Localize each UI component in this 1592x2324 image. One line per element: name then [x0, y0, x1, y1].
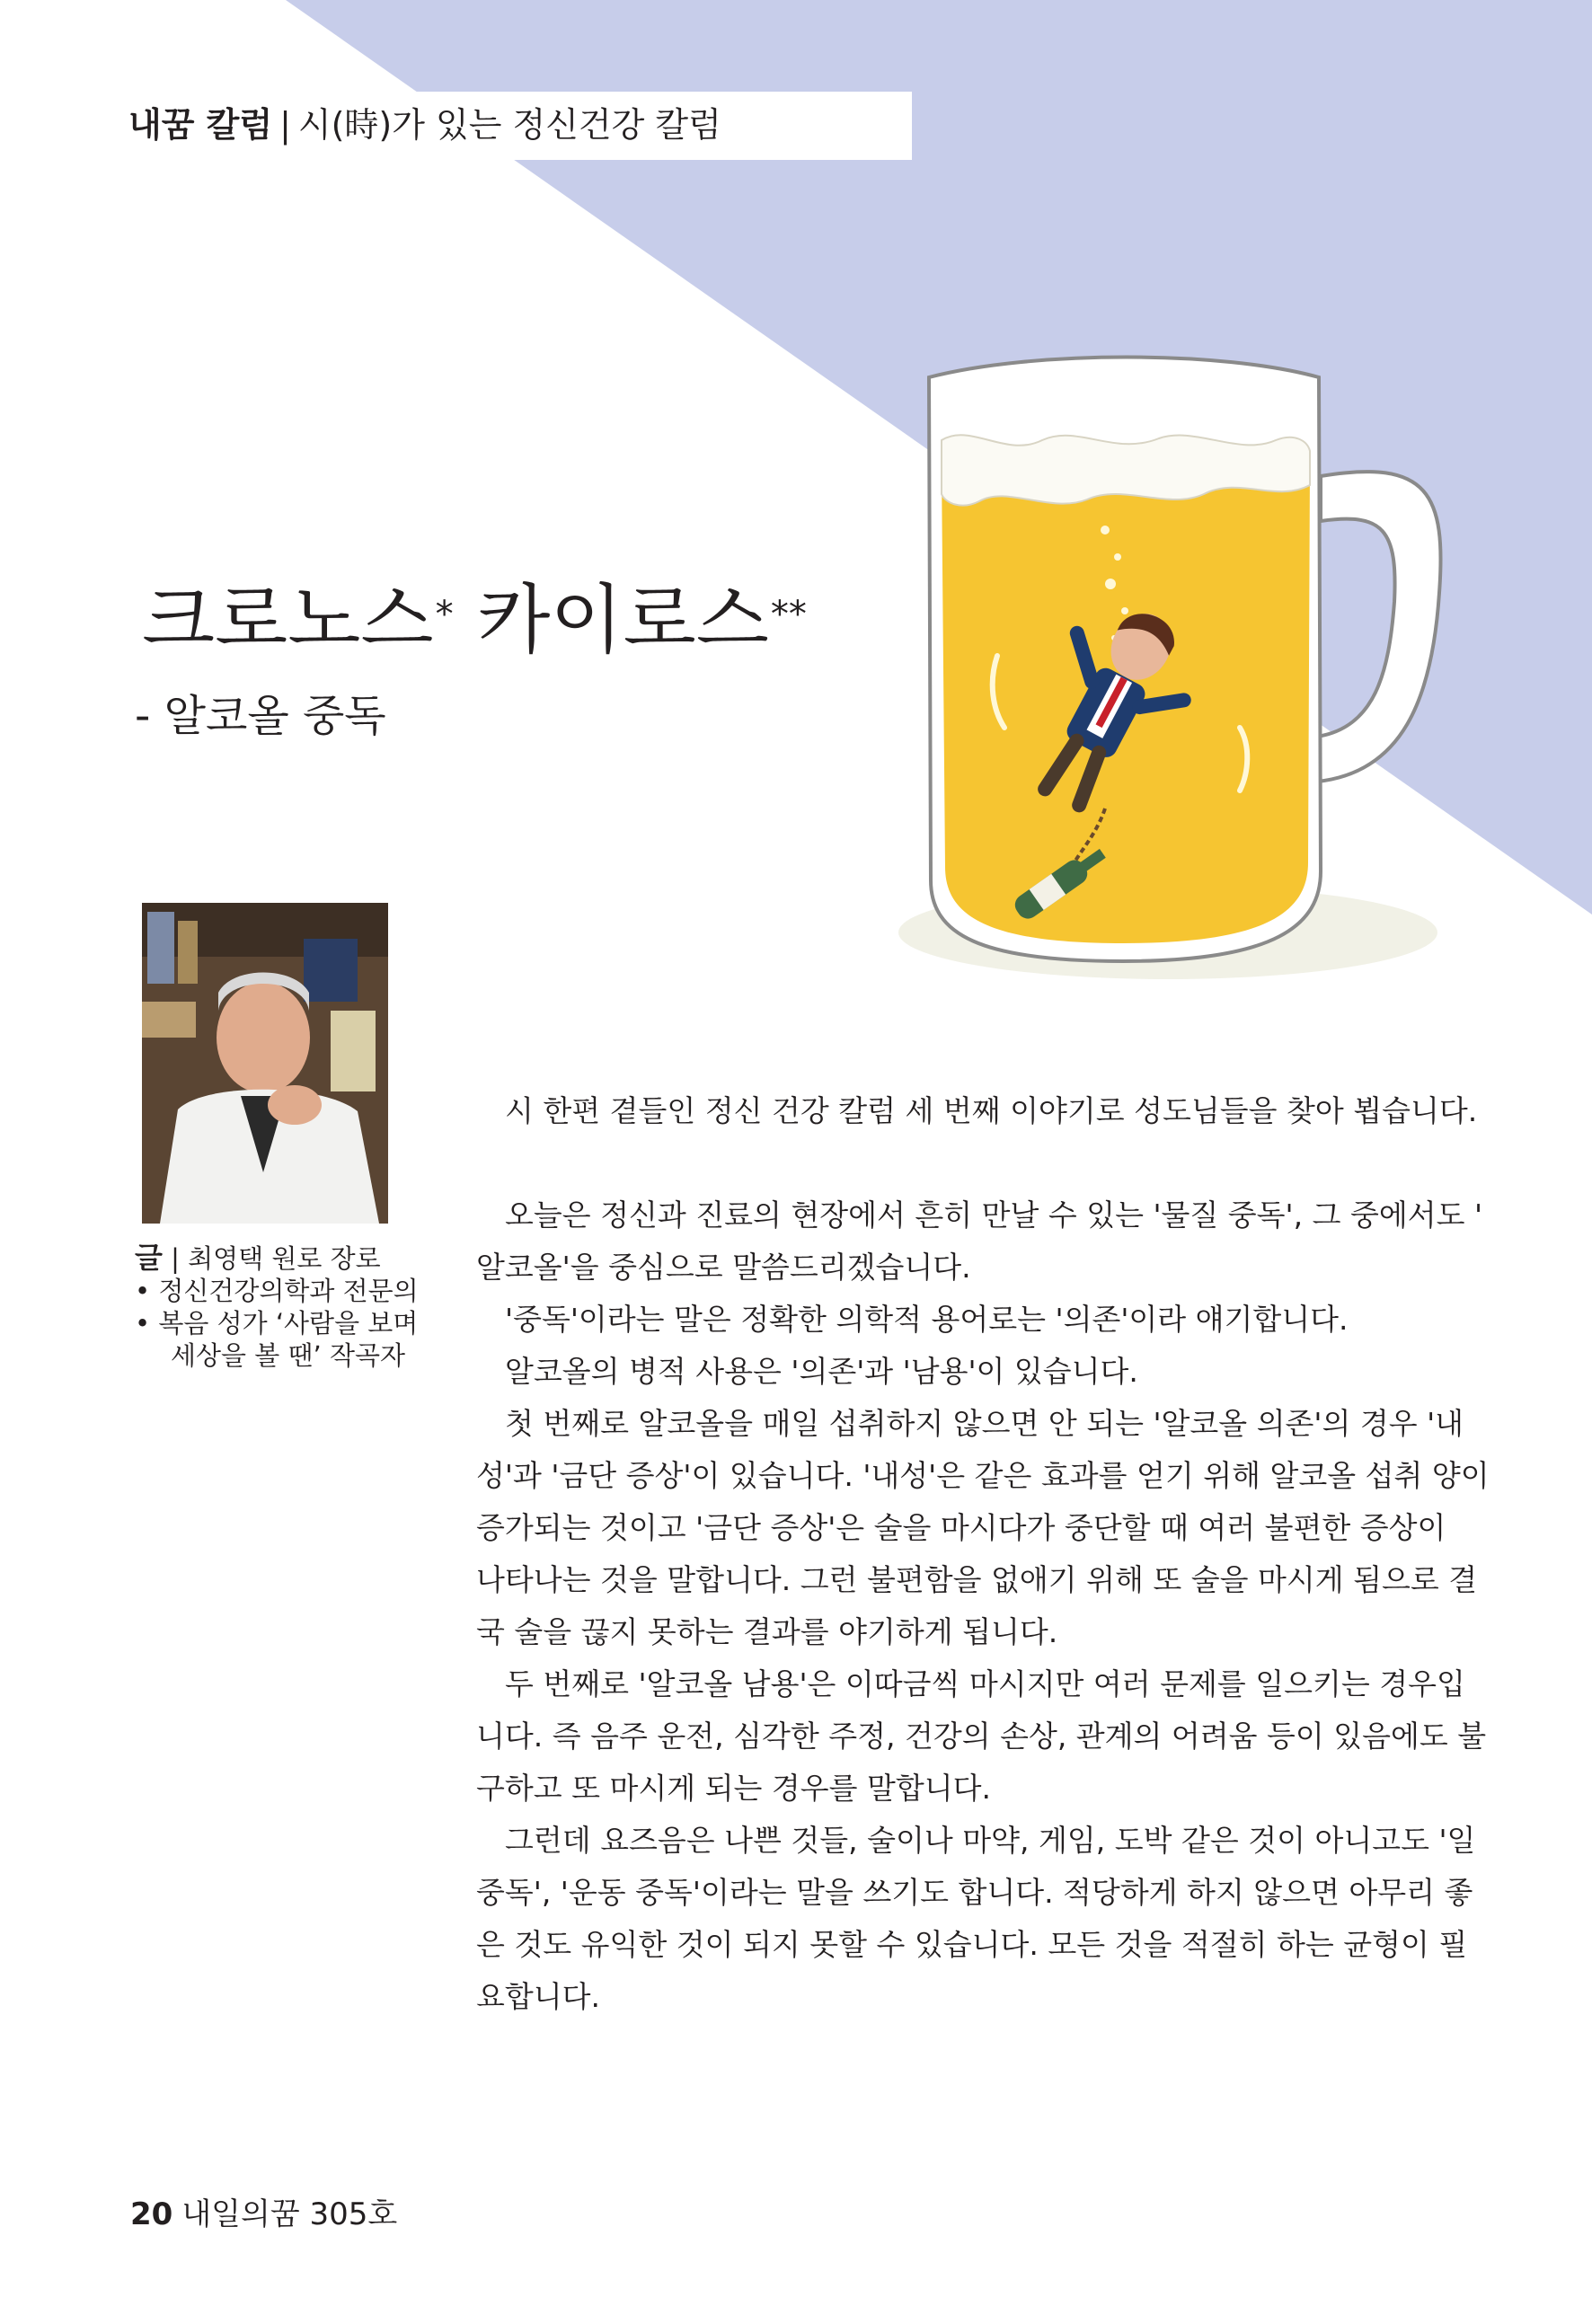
beer-mug-illustration	[898, 350, 1464, 997]
author-info	[135, 1242, 431, 1372]
page-footer	[130, 2195, 397, 2234]
page-subtitle: - 알코올 중독	[135, 691, 386, 741]
author-bullet-2: • 복음 성가 ‘사람을 보며	[135, 1308, 419, 1339]
body-line-17: 요합니다.	[476, 1979, 601, 2014]
body-line-10: 국 술을 끊지 못하는 결과를 야기하게 됩니다.	[476, 1614, 1058, 1649]
body-line-6: 첫 번째로 알코올을 매일 섭취하지 않으면 안 되는 '알코올 의존'의 경우 '내	[505, 1406, 1464, 1441]
body-line-12: 니다. 즉 음주 운전, 심각한 주정, 건강의 손상, 관계의 어려움 등이 있음에도 불	[476, 1719, 1487, 1754]
author-label: 글	[135, 1241, 163, 1275]
body-line-15: 중독', '운동 중독'이라는 말을 쓰기도 합니다. 적당하게 하지 않으면 아무리 좋	[476, 1875, 1473, 1910]
body-line-8: 증가되는 것이고 '금단 증상'은 술을 마시다가 중단할 때 여러 불편한 증상이	[476, 1510, 1446, 1545]
author-photo	[142, 903, 388, 1224]
title-mark-1: *	[435, 594, 454, 635]
author-line	[135, 1242, 431, 1275]
title-mark-2: **	[770, 594, 807, 635]
publication-name: 내일의꿈 305호	[181, 2196, 398, 2232]
body-line-7: 성'과 '금단 증상'이 있습니다. '내성'은 같은 효과를 얻기 위해 알코올 섭취 양이	[476, 1458, 1490, 1493]
body-line-2: 오늘은 정신과 진료의 현장에서 흔히 만날 수 있는 '물질 중독', 그 중에서도 '	[505, 1197, 1483, 1233]
title-word-1: 크로노스	[142, 576, 434, 664]
body-line-5: 알코올의 병적 사용은 '의존'과 '남용'이 있습니다.	[505, 1354, 1138, 1389]
body-line-14: 그런데 요즈음은 나쁜 것들, 술이나 마약, 게임, 도박 같은 것이 아니고도 '일	[505, 1823, 1476, 1858]
page-title	[142, 575, 807, 665]
page-number: 20	[130, 2196, 173, 2232]
body-line-13: 구하고 또 마시게 되는 경우를 말합니다.	[476, 1771, 991, 1806]
header	[128, 102, 721, 147]
body-line-11: 두 번째로 '알코올 남용'은 이따금씩 마시지만 여러 문제를 일으키는 경우입	[505, 1666, 1465, 1701]
title-word-2: 카이로스	[477, 576, 769, 664]
author-bullet-1: • 정신건강의학과 전문의	[135, 1276, 419, 1306]
body-line-4: '중독'이라는 말은 정확한 의학적 용어로는 '의존'이라 얘기합니다.	[505, 1302, 1349, 1337]
header-section: 내꿈 칼럼	[128, 105, 273, 145]
author-name: 최영택 원로 장로	[188, 1243, 381, 1274]
body-line-9: 나타나는 것을 말합니다. 그런 불편함을 없애기 위해 또 술을 마시게 됨으로 결	[476, 1562, 1478, 1597]
body-line-3: 알코올'을 중심으로 말씀드리겠습니다.	[476, 1250, 971, 1285]
body-line-16: 은 것도 유익한 것이 되지 못할 수 있습니다. 모든 것을 적절히 하는 균형이 필	[476, 1927, 1468, 1962]
article-body	[476, 1085, 1490, 2023]
header-separator: |	[279, 105, 291, 145]
body-line-1: 시 한편 곁들인 정신 건강 칼럼 세 번째 이야기로 성도님들을 찾아 뵙습니다.	[505, 1093, 1478, 1128]
author-bullet-2-cont: 세상을 볼 땐’ 작곡자	[171, 1340, 405, 1371]
author-separator: |	[171, 1243, 180, 1274]
header-subtitle: 시(時)가 있는 정신건강 칼럼	[297, 105, 721, 145]
